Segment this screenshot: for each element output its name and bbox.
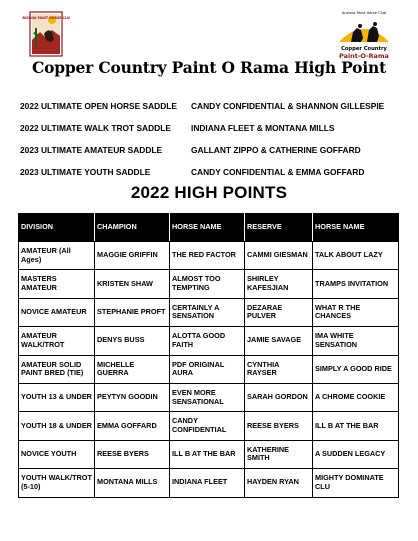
award-title: 2022 ULTIMATE OPEN HORSE SADDLE xyxy=(20,101,177,111)
award-row xyxy=(20,161,410,183)
table-row xyxy=(19,440,399,468)
cell-champion: PEYTYN GOODIN xyxy=(95,383,170,411)
cell-reserve-horse: A CHROME COOKIE xyxy=(313,383,399,411)
logo-right-top-text: Arizona Paint Horse Club xyxy=(341,11,387,15)
cell-division: NOVICE AMATEUR xyxy=(19,298,95,326)
table-row xyxy=(19,355,399,383)
cell-reserve: CAMMI GIESMAN xyxy=(245,242,313,270)
cell-reserve-horse: TRAMPS INVITATION xyxy=(313,270,399,298)
table-row xyxy=(19,383,399,411)
award-winner: CANDY CONFIDENTIAL & SHANNON GILLESPIE xyxy=(191,101,385,111)
header-division: DIVISION xyxy=(19,214,95,242)
cell-reserve: SHIRLEY KAFESJIAN xyxy=(245,270,313,298)
cell-champion: EMMA GOFFARD xyxy=(95,412,170,440)
table-row xyxy=(19,242,399,270)
header-reserve: RESERVE xyxy=(245,214,313,242)
cell-division: YOUTH 13 & UNDER xyxy=(19,383,95,411)
header-champion-horse: HORSE NAME xyxy=(170,214,245,242)
cell-champion-horse: ALMOST TOO TEMPTING xyxy=(170,270,245,298)
award-title: 2023 ULTIMATE AMATEUR SADDLE xyxy=(20,145,163,155)
cell-champion-horse: CANDY CONFIDENTIAL xyxy=(170,412,245,440)
cell-division: YOUTH WALK/TROT (5-10) xyxy=(19,469,95,497)
cell-reserve: JAMIE SAVAGE xyxy=(245,327,313,355)
logo-right-line1: Copper Country xyxy=(341,46,387,52)
high-points-title: 2022 HIGH POINTS xyxy=(130,183,288,202)
cell-champion: MAGGIE GRIFFIN xyxy=(95,242,170,270)
cell-reserve-horse: TALK ABOUT LAZY xyxy=(313,242,399,270)
cell-champion-horse: ALOTTA GOOD FAITH xyxy=(170,327,245,355)
cell-division: AMATEUR WALK/TROT xyxy=(19,327,95,355)
table-header-row xyxy=(19,214,399,242)
cell-division: AMATEUR SOLID PAINT BRED (TIE) xyxy=(19,355,95,383)
cell-reserve-horse: IMA WHITE SENSATION xyxy=(313,327,399,355)
cell-champion: MONTANA MILLS xyxy=(95,469,170,497)
cell-champion: STEPHANIE PROFT xyxy=(95,298,170,326)
table-row xyxy=(19,469,399,497)
cell-reserve-horse: SIMPLY A GOOD RIDE xyxy=(313,355,399,383)
table-row xyxy=(19,270,399,298)
cell-champion: DENYS BUSS xyxy=(95,327,170,355)
logo-right-line2: Paint-O-Rama xyxy=(339,52,389,60)
table-row xyxy=(19,298,399,326)
cell-reserve: DEZARAE PULVER xyxy=(245,298,313,326)
cell-reserve: KATHERINE SMITH xyxy=(245,440,313,468)
cell-division: NOVICE YOUTH xyxy=(19,440,95,468)
cell-champion-horse: ILL B AT THE BAR xyxy=(170,440,245,468)
cell-reserve: REESE BYERS xyxy=(245,412,313,440)
cell-champion-horse: PDF ORIGINAL AURA xyxy=(170,355,245,383)
award-winner: CANDY CONFIDENTIAL & EMMA GOFFARD xyxy=(191,167,365,177)
award-title: 2022 ULTIMATE WALK TROT SADDLE xyxy=(20,123,171,133)
high-points-table xyxy=(18,213,399,498)
cell-champion-horse: THE RED FACTOR xyxy=(170,242,245,270)
cell-division: MASTERS AMATEUR xyxy=(19,270,95,298)
logo-left-text: ARIZONA PAINT HORSE CLUB xyxy=(22,16,70,20)
cell-reserve-horse: WHAT R THE CHANCES xyxy=(313,298,399,326)
header-champion: CHAMPION xyxy=(95,214,170,242)
page-title: Copper Country Paint O Rama High Point xyxy=(31,58,387,77)
award-winner: INDIANA FLEET & MONTANA MILLS xyxy=(191,123,335,133)
cell-reserve: CYNTHIA RAYSER xyxy=(245,355,313,383)
cell-champion-horse: EVEN MORE SENSATIONAL xyxy=(170,383,245,411)
cell-champion-horse: INDIANA FLEET xyxy=(170,469,245,497)
cell-champion-horse: CERTAINLY A SENSATION xyxy=(170,298,245,326)
table-row xyxy=(19,412,399,440)
cell-reserve-horse: A SUDDEN LEGACY xyxy=(313,440,399,468)
award-winner: GALLANT ZIPPO & CATHERINE GOFFARD xyxy=(191,145,361,155)
award-row xyxy=(20,139,410,161)
award-title: 2023 ULTIMATE YOUTH SADDLE xyxy=(20,167,151,177)
cell-reserve: HAYDEN RYAN xyxy=(245,469,313,497)
cell-division: YOUTH 18 & UNDER xyxy=(19,412,95,440)
award-row xyxy=(20,117,410,139)
table-row xyxy=(19,327,399,355)
cell-reserve-horse: ILL B AT THE BAR xyxy=(313,412,399,440)
awards-list xyxy=(20,95,410,183)
cell-reserve: SARAH GORDON xyxy=(245,383,313,411)
cell-division: AMATEUR (All Ages) xyxy=(19,242,95,270)
cell-champion: KRISTEN SHAW xyxy=(95,270,170,298)
award-row xyxy=(20,95,410,117)
cell-reserve-horse: MIGHTY DOMINATE CLU xyxy=(313,469,399,497)
cell-champion: REESE BYERS xyxy=(95,440,170,468)
arizona-paint-horse-club-logo xyxy=(22,10,70,60)
cell-champion: MICHELLE GUERRA xyxy=(95,355,170,383)
header-reserve-horse: HORSE NAME xyxy=(313,214,399,242)
